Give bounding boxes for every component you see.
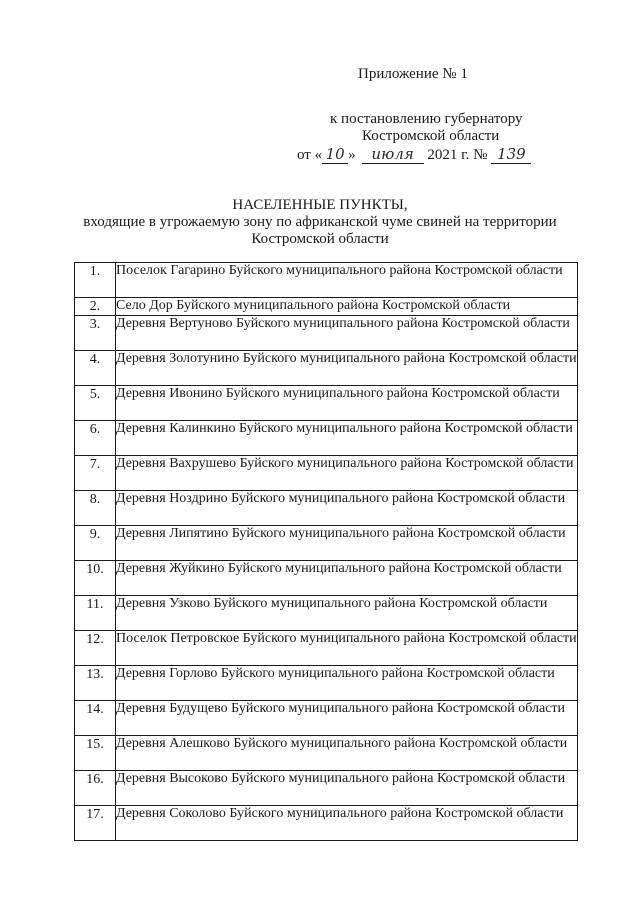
row-number: 11. [75,596,116,631]
row-number: 8. [75,491,116,526]
handwritten-doc-number: 139 [491,145,531,164]
row-number: 17. [75,806,116,841]
table-row [75,771,578,806]
table-row [75,561,578,596]
date-prefix: от « [297,147,323,163]
settlement-name: Деревня Калинкино Буйского муниципального района Костромской области [116,421,578,456]
row-number: 10. [75,561,116,596]
settlement-name: Деревня Горлово Буйского муниципального района Костромской области [116,666,578,701]
row-number: 15. [75,736,116,771]
region-name: Костромской области [362,128,500,144]
settlement-name: Поселок Гагарино Буйского муниципального района Костромской области [116,263,578,298]
row-number: 6. [75,421,116,456]
table-row [75,631,578,666]
settlement-name: Деревня Вертуново Буйского муниципального района Костромской области [116,316,578,351]
table-row [75,666,578,701]
date-quote-close: » [348,147,356,163]
decree-date-line [297,145,531,164]
settlement-name: Село Дор Буйского муниципального района Костромской области [116,298,578,316]
table-row [75,701,578,736]
row-number: 9. [75,526,116,561]
row-number: 16. [75,771,116,806]
table-row [75,316,578,351]
row-number: 7. [75,456,116,491]
table-row [75,736,578,771]
settlement-name: Деревня Ноздрино Буйского муниципального района Костромской области [116,491,578,526]
settlements-table [74,262,578,841]
row-number: 1. [75,263,116,298]
handwritten-month: июля [362,145,424,164]
settlement-name: Деревня Вахрушево Буйского муниципального района Костромской области [116,456,578,491]
date-year: 2021 г. № [427,147,488,163]
table-row [75,298,578,316]
decree-reference: к постановлению губернатору [330,111,523,127]
settlement-name: Поселок Петровское Буйского муниципального района Костромской области [116,631,578,666]
table-row [75,596,578,631]
table-row [75,263,578,298]
document-subheading: входящие в угрожаемую зону по африканской чуме свиней на территории Костромской области [83,214,557,247]
row-number: 14. [75,701,116,736]
settlement-name: Деревня Алешково Буйского муниципального района Костромской области [116,736,578,771]
table-row [75,526,578,561]
table-row [75,456,578,491]
row-number: 13. [75,666,116,701]
row-number: 3. [75,316,116,351]
row-number: 4. [75,351,116,386]
table-row [75,421,578,456]
settlement-name: Деревня Золотунино Буйского муниципального района Костромской области [116,351,578,386]
settlement-name: Деревня Жуйкино Буйского муниципального района Костромской области [116,561,578,596]
table-row [75,491,578,526]
handwritten-day: 10 [322,145,348,164]
settlement-name: Деревня Соколово Буйского муниципального района Костромской области [116,806,578,841]
table-row [75,806,578,841]
row-number: 12. [75,631,116,666]
row-number: 5. [75,386,116,421]
appendix-title: Приложение № 1 [358,66,468,82]
table-row [75,386,578,421]
settlement-name: Деревня Высоково Буйского муниципального района Костромской области [116,771,578,806]
table-row [75,351,578,386]
document-heading: НАСЕЛЕННЫЕ ПУНКТЫ, [232,197,408,213]
settlement-name: Деревня Будущево Буйского муниципального района Костромской области [116,701,578,736]
row-number: 2. [75,298,116,316]
settlement-name: Деревня Ивонино Буйского муниципального района Костромской области [116,386,578,421]
settlement-name: Деревня Узково Буйского муниципального района Костромской области [116,596,578,631]
settlement-name: Деревня Липятино Буйского муниципального района Костромской области [116,526,578,561]
